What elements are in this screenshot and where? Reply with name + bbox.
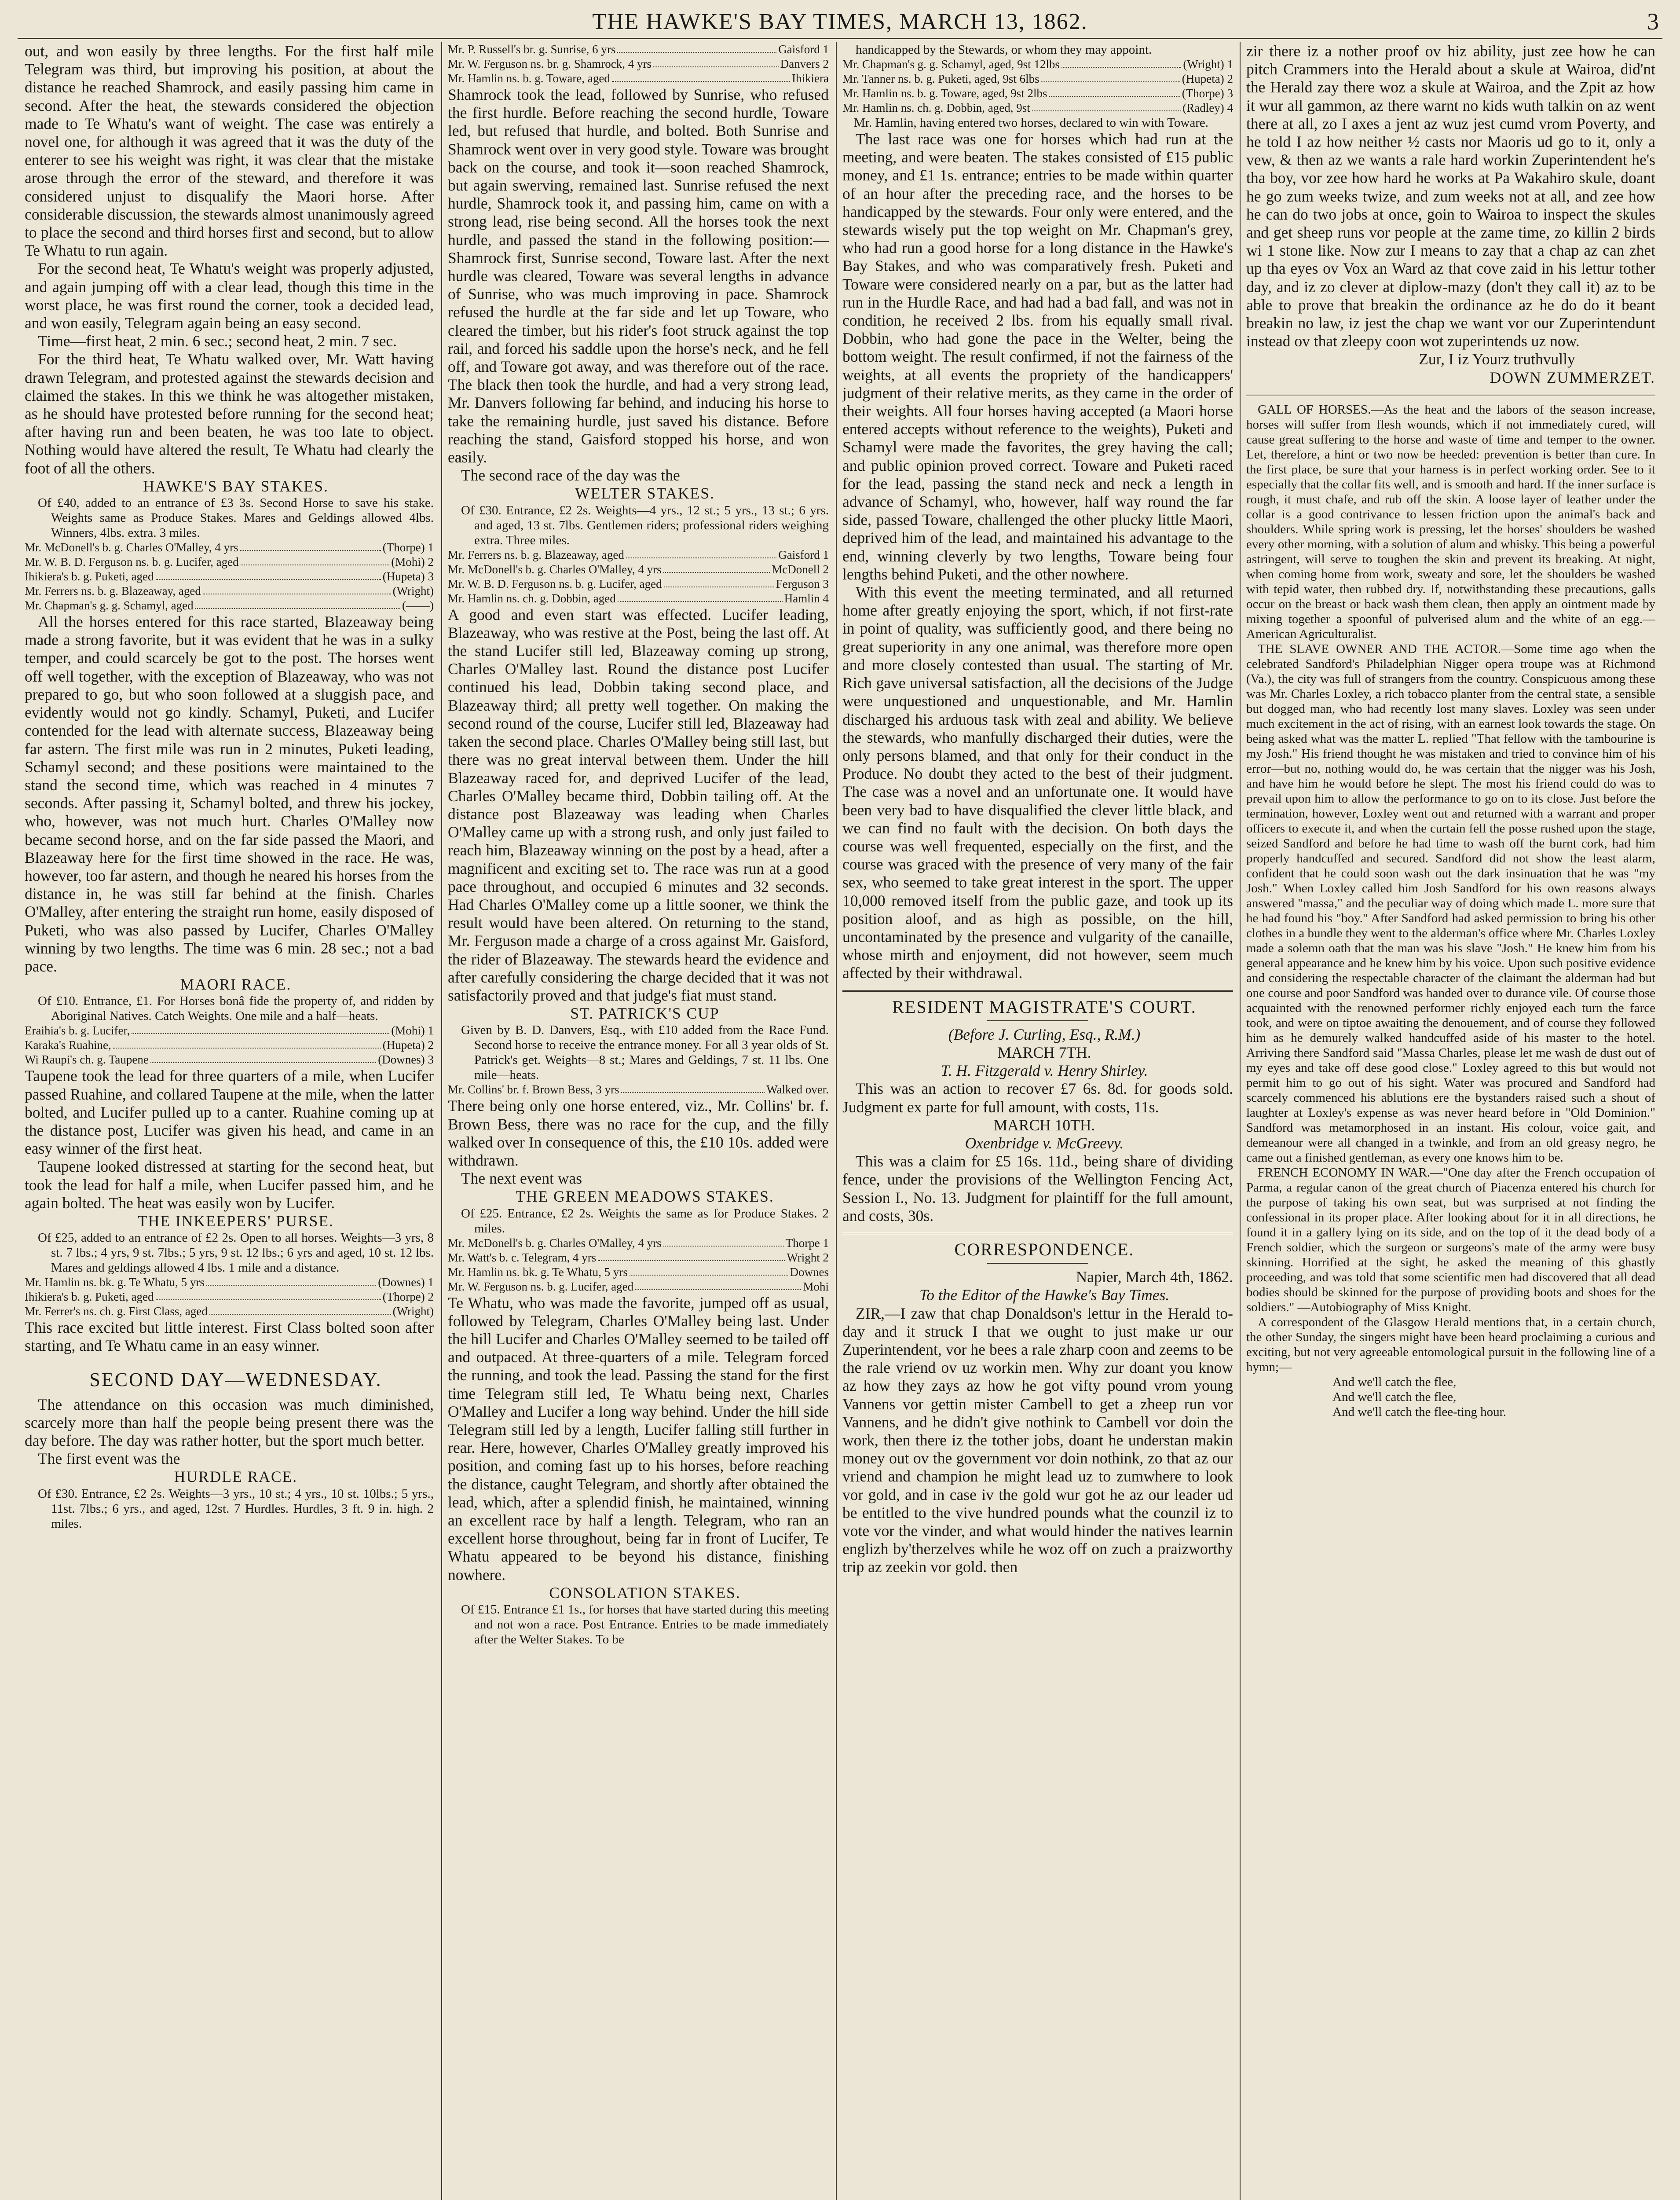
race-entry: Mr. Ferrers ns. b. g. Blazeaway, aged (Wright) xyxy=(25,584,434,598)
race-conditions: Of £30. Entrance, £2 2s. Weights—3 yrs., 10 st.; 4 yrs., 10 st. 10lbs.; 5 yrs., 11st. 7lbs.; 6 yrs., and aged, 12st. 7 Hurdles. Hurdles, 3 ft. 9 in. high. 2 miles. xyxy=(38,1486,434,1531)
race-entries xyxy=(448,548,829,606)
header-rule xyxy=(18,38,1662,39)
article-paragraph: This was a claim for £5 16s. 11d., being share of dividing fence, under the provisions of the Wellington Fencing Act, Session I., No. 13. Judgment for plaintiff for the full amount, and costs, 30s. xyxy=(842,1152,1233,1225)
item-french-economy: FRENCH ECONOMY IN WAR.—"One day after the French occupation of Parma, a regular canon of the great church of Piacenza entered his church for the purpose of taking his own seat, but was surprised at not finding the confessional in its proper place. After looking about for it in all directions, he found it in a gallery lying on its side, and on the top of it the dead body of a French soldier, which the surgeon or surgeons's mate of the army were busy skinning. Horrified at the sight, he asked the meaning of this ghastly proceeding, and was told that some scientific men had discovered that all dead bodies should be skinned for the purpose of providing boots and shoes for the soldiers." —Autobiography of Miss Knight. xyxy=(1246,1165,1655,1314)
case-title: T. H. Fitzgerald v. Henry Shirley. xyxy=(941,1062,1148,1080)
article-paragraph: The first event was the xyxy=(38,1450,180,1468)
verse-line: And we'll catch the flee-ting hour. xyxy=(1332,1404,1506,1419)
race-entry: Mr. McDonell's b. g. Charles O'Malley, 4 yrs Thorpe 1 xyxy=(448,1236,829,1250)
race-entry: Mr. Hamlin ns. b. g. Toware, aged Ihikiera xyxy=(448,72,829,85)
section-heading: SECOND DAY—WEDNESDAY. xyxy=(89,1368,382,1390)
race-entries xyxy=(448,1236,829,1294)
section-divider xyxy=(1246,395,1655,398)
article-paragraph: Taupene looked distressed at starting for the second heat, but took the lead for half a mile, when Lucifer passed him, and he again bolted. The heat was easily won by Lucifer. xyxy=(25,1158,434,1212)
letter-address: To the Editor of the Hawke's Bay Times. xyxy=(919,1286,1170,1304)
race-heading: WELTER STAKES. xyxy=(575,484,715,502)
section-divider xyxy=(842,990,1233,994)
column-rule-1 xyxy=(441,42,442,2200)
article-paragraph: For the third heat, Te Whatu walked over, Mr. Watt having drawn Telegram, and protested against the stewards decision and claimed the stakes. In this we think he was altogether mistaken, as he should have protested before running for the second heat; after having run and been beaten, he was too late to object. Nothing would have altered the result, Te Whatu had clearly the foot of all the others. xyxy=(25,350,434,477)
article-paragraph: All the horses entered for this race started, Blazeaway being made a strong favorite, but it was evident that he was in a sulky temper, and could scarcely be got to the post. The horses went off well together, with the exception of Blazeaway, who was not prepared to go, but who soon followed at a sluggish pace, and evidently would not go kindly. Schamyl, Puketi, and Lucifer contended for the lead with alternate success, Blazeaway being far astern. The first mile was run in 2 minutes, Puketi leading, Schamyl second; and these positions were maintained to the stand the second time, which was reached in 4 minutes 7 seconds. After passing it, Schamyl bolted, and threw his jockey, who, however, was not much hurt. Charles O'Malley now became second horse, and on the far side passed the Maori, and Blazeaway here for the first time showed in the race. He was, however, too far astern, and though he neared his horses from the distance in, he was still far behind at the finish. Charles O'Malley, after entering the straight run home, easily disposed of Puketi, who was also passed by Lucifer, Charles O'Malley winning by two lengths. The time was 6 min. 28 sec.; not a bad pace. xyxy=(25,613,434,975)
race-conditions: Given by B. D. Danvers, Esq., with £10 added from the Race Fund. Second horse to receive the entrance money. For all 3 year olds of St. Patrick's get. Weights—8 st.; Mares and Geldings, 7 st. 11 lbs. One mile—heats. xyxy=(461,1023,829,1082)
article-paragraph: This race excited but little interest. First Class bolted soon after starting, and Te Whatu came in an easy winner. xyxy=(25,1319,434,1355)
article-paragraph: The last race was one for horses which had run at the meeting, and were beaten. The stakes consisted of £15 public money, and £1 1s. entrance; entries to be made within quarter of an hour after the preceding race, and the horses to be handicapped by the stewards. Four only were entered, and the stewards wisely put the top weight on Mr. Chapman's grey, who had run a good horse for a long distance in the Hawke's Bay Stakes, and who was comparatively fresh. Puketi and Toware were considered nearly on a par, but as the latter had run in the Hurdle Race, and had had a bad fall, and was not in condition, he received 2 lbs. from his equally small rival. Dobbin, who had gone the pace in the Welter, being the bottom weight. The result confirmed, if not the fairness of the weights, at all events the propriety of the handicappers' judgment of their relative merits, as they came in the order of their weights. All four horses having accepted (a Maori horse entered accepts without reference to the weights), Puketi and Schamyl were made the favorites, the grey having the call; and public opinion proved correct. Toware and Puketi raced for the lead, passing the stand neck and neck a length in advance of Schamyl, who, however, half way round the far side, passed Toware, challenged the other plucky little Maori, deprived him of the lead, and maintained his advantage to the end, winning cleverly by two lengths, Toware being four lengths behind Puketi, and the other nowhere. xyxy=(842,130,1233,583)
race-entry: Wi Raupi's ch. g. Taupene (Downes) 3 xyxy=(25,1053,434,1067)
race-entries xyxy=(25,1275,434,1319)
race-heading: ST. PATRICK'S CUP xyxy=(570,1005,720,1023)
section-heading: RESIDENT MAGISTRATE'S COURT. xyxy=(892,997,1197,1017)
item-gall-of-horses: GALL OF HORSES.—As the heat and the labors of the season increase, horses will suffer from flesh wounds, which if not immediately cured, will cause great suffering to the horse and waste of time and temper to the owner. Let, therefore, a hint or two now be heeded: prevention is better than cure. In the first place, be sure that your harness is in perfect working order. See to it especially that the collar fits well, and is smooth and hard. If the inner surface is rough, it must chafe, and rub off the skin. A loose layer of leather under the collar is a good contrivance to lessen friction upon the animal's back and shoulders. While spring work is pressing, let the horses' shoulders be washed every other morning, with a solution of alum and whisky. This being a powerful astringent, will serve to toughen the skin and prevent its breaking. At night, when coming home from work, sweaty and sore, let the shoulders be washed with tepid water, then rubbed dry. If, notwithstanding these precautions, galls occur on the breast or back wash them clean, then apply an ointment made by mixing together a spoonful of pulverised alum and the white of an egg.—American Agriculturalist. xyxy=(1246,402,1655,641)
race-conditions: Of £40, added to an entrance of £3 3s. Second Horse to save his stake. Weights same as Produce Stakes. Mares and Geldings allowed 4lbs. Winners, 4lbs. extra. 3 miles. xyxy=(38,496,434,540)
race-entry: Ihikiera's b. g. Puketi, aged (Hupeta) 3 xyxy=(25,570,434,583)
race-heading: HAWKE'S BAY STAKES. xyxy=(143,477,329,495)
race-heading: THE INKEEPERS' PURSE. xyxy=(138,1212,334,1230)
race-entry: Mr. McDonell's b. g. Charles O'Malley, 4 yrs McDonell 2 xyxy=(448,562,829,576)
race-entry: Mr. W. Ferguson ns. br. g. Shamrock, 4 yrs Danvers 2 xyxy=(448,57,829,70)
race-entries xyxy=(448,42,829,86)
column-rule-3 xyxy=(1240,42,1241,2200)
article-paragraph: Time—first heat, 2 min. 6 sec.; second heat, 2 min. 7 sec. xyxy=(38,332,397,350)
race-entry: Mr. Ferrers ns. b. g. Blazeaway, aged Gaisford 1 xyxy=(448,548,829,561)
race-entry: Mr. P. Russell's br. g. Sunrise, 6 yrs Gaisford 1 xyxy=(448,43,829,56)
letter-signature: DOWN ZUMMERZET. xyxy=(1490,368,1655,386)
race-conditions: Of £10. Entrance, £1. For Horses bonâ fide the property of, and ridden by Aboriginal Natives. Catch Weights. One mile and a half—heats. xyxy=(38,994,434,1023)
letter-paragraph: ZIR,—I zaw that chap Donaldson's lettur in the Herald to-day and it struck I that we ought to just make ur our Zuperintendent, vor he bees a rale zharp coon and zeems to be the rale vriend ov uz workin men. Why zur doant you know az how they zays az how he got vifty pound vrom young Vannens vor gettin mister Cambell to get a zheep run vor Vannens, and he didn't give nothink to Cambell vor doin the work, then there iz the tother jobs, doant he understan makin money out ov the government vor doin nothink, zo that az our vriend and champion he might lead uz to zumwhere to look vor gold, and in case iv the gold wur got he az our leader ud be entitled to the vive hundred pounds what the counzil iz to vote vor the vinder, and what would hinder the natives learnin englizh by'therzelves while he woz off on zuch a praizworthy trip az zeekin vor gold. then xyxy=(842,1304,1233,1576)
race-entry: Mr. W. Ferguson ns. b. g. Lucifer, aged Mohi xyxy=(448,1280,829,1293)
article-paragraph: With this event the meeting terminated, and all returned home after greatly enjoying the sport, which, if not first-rate in point of quality, was sufficiently good, and there being no great superiority in any one animal, was therefore more open and more closely contested than usual. The starting of Mr. Rich gave universal satisfaction, all the decisions of the Judge were unquestioned and unquestionable, and Mr. Hamlin discharged his arduous task with zeal and ability. We believe the stewards, who manfully discharged their duties, were the only persons blamed, and that only for their conduct in the Produce. No doubt they acted to the best of their judgment. The case was a novel and an unfortunate one. It would have been very bad to have disqualified the clever little black, and we can find no fault with the decision. On both days the course was well frequented, especially on the first, and the course was graced with the presence of very many of the fair sex, who seemed to take great interest in the sport. The upper 10,000 removed itself from the public gaze, and took up its position aloof, and as high as possible, on the hill, uncontaminated by the presence and vulgarity of the canaille, whose mirth and enjoyment, did not however, seem much affected by their withdrawal. xyxy=(842,583,1233,982)
article-paragraph: Te Whatu, who was made the favorite, jumped off as usual, followed by Telegram, Charles O'Malley being last. Under the hill Lucifer and Charles O'Malley seemed to be tailed off and outpaced. At three-quarters of a mile. Telegram forced the running, and took the lead. Passing the stand for the first time Telegram still led, Te Whatu being next, Charles O'Malley and Lucifer a long way behind. Under the hill side Telegram still led by a length, Lucifer falling still further in rear. Here, however, Charles O'Malley greatly improved his position, and coming fast up to his horses, before reaching the distance, caught Telegram, and shortly after obtained the lead, which, after a splendid finish, he maintained, winning an excellent race by half a length. Telegram, who ran an excellent horse throughout, being far in front of Lucifer, Te Whatu appeared to be beyond his distance, finishing nowhere. xyxy=(448,1294,829,1584)
race-entry: Mr. Hamlin ns. ch. g. Dobbin, aged, 9st (Radley) 4 xyxy=(842,101,1233,114)
race-entry: Mr. Hamlin ns. b. g. Toware, aged, 9st 2lbs (Thorpe) 3 xyxy=(842,87,1233,100)
race-entries xyxy=(448,1082,829,1097)
race-heading: HURDLE RACE. xyxy=(174,1468,298,1486)
article-paragraph: There being only one horse entered, viz., Mr. Collins' br. f. Brown Bess, there was no race for the cup, and the filly walked over In consequence of this, the £10 10s. added were withdrawn. xyxy=(448,1097,829,1169)
court-date: MARCH 7TH. xyxy=(997,1043,1091,1061)
short-rule xyxy=(987,1020,1089,1021)
section-divider xyxy=(842,1233,1233,1236)
article-paragraph: This was an action to recover £7 6s. 8d. for goods sold. Judgment ex parte for full amount, with costs, 11s. xyxy=(842,1080,1233,1116)
race-entry: Mr. Tanner ns. b. g. Puketi, aged, 9st 6lbs (Hupeta) 2 xyxy=(842,72,1233,85)
race-entry: Mr. Chapman's g. g. Schamyl, aged, 9st 12lbs (Wright) 1 xyxy=(842,58,1233,71)
race-conditions: Of £15. Entrance £1 1s., for horses that have started during this meeting and not won a race. Post Entrance. Entries to be made immediately after the Welter Stakes. To be xyxy=(461,1602,829,1647)
race-conditions: handicapped by the Stewards, or whom they may appoint. xyxy=(856,43,1152,57)
race-conditions: Of £25, added to an entrance of £2 2s. Open to all horses. Weights—3 yrs, 8 st. 7 lbs.; 4 yrs, 9 st. 7lbs.; 5 yrs, 9 st. 12 lbs.; 6 yrs and aged, 10 st. 12 lbs. Mares and geldings allowed 4 lbs. 1 mile and a distance. xyxy=(38,1231,434,1275)
page-title: THE HAWKE'S BAY TIMES, MARCH 13, 1862. xyxy=(592,9,1088,34)
item-glasgow-herald: A correspondent of the Glasgow Herald mentions that, in a certain church, the other Sunday, the singers might have been heard proclaiming a curious and exciting, but not very agreeable entomological pursuit in the following line of a hymn;— xyxy=(1246,1315,1655,1374)
race-heading: THE GREEN MEADOWS STAKES. xyxy=(516,1188,774,1206)
race-entry: Mr. Watt's b. c. Telegram, 4 yrs Wright 2 xyxy=(448,1250,829,1264)
article-paragraph: Shamrock took the lead, followed by Sunrise, who refused the first hurdle. Before reaching the second hurdle, Toware led, but refused that hurdle, and bolted. Both Sunrise and Shamrock went over in very good style. Toware was brought back on the course, and took it—soon reached Shamrock, but again swerving, remained last. Sunrise refused the next hurdle, Shamrock took it, and passing him, came on with a strong lead, rise being second. All the horses took the next hurdle, and passed the stand in the following position:—Shamrock first, Sunrise second, Toware last. After the next hurdle was cleared, Toware was several lengths in advance of Sunrise, who was much improving in pace. Shamrock refused the hurdle at the far side and let up Toware, who cleared the timber, but his rider's foot struck against the top rail, and forced his saddle upon the horse's neck, and he fell off, and Toware got away, and was therefore out of the race. The black then took the hurdle, and had a very strong lead, Mr. Danvers following far behind, and inducing his horse to take the remaining hurdle, just saved his distance. Before reaching the stand, Gaisford stopped his horse, and won easily. xyxy=(448,86,829,466)
section-heading: CORRESPONDENCE. xyxy=(954,1239,1135,1259)
race-entry: Mr. McDonell's b. g. Charles O'Malley, 4 yrs (Thorpe) 1 xyxy=(25,541,434,554)
race-entries xyxy=(25,1023,434,1067)
column-4 xyxy=(1246,42,1655,2200)
race-conditions: Of £25. Entrance, £2 2s. Weights the same as for Produce Stakes. 2 miles. xyxy=(461,1206,829,1236)
race-heading: CONSOLATION STAKES. xyxy=(549,1584,741,1602)
misc-items xyxy=(1246,402,1655,1419)
article-paragraph: out, and won easily by three lengths. For the first half mile Telegram was third, but improving his position, at about the distance he reached Shamrock, and easily passing him came in second. After the heat, the stewards considered the objection made to Te Whatu's want of weight. The case was entirely a novel one, for although it was agreed that it was the duty of the enterer to see his weight was right, it was clear that the mistake arose through the error of the steward, and therefore it was considered unjust to disqualify the Maori horse. After considerable discussion, the stewards almost unanimously agreed to place the second and third horses first and second, but to allow Te Whatu to run again. xyxy=(25,42,434,260)
race-entry: Mr. Hamlin ns. bk. g. Te Whatu, 5 yrs (Downes) 1 xyxy=(25,1276,434,1289)
verse-line: And we'll catch the flee, xyxy=(1332,1375,1457,1389)
column-rule-2 xyxy=(836,42,837,2200)
race-heading: MAORI RACE. xyxy=(180,975,292,994)
article-paragraph: Taupene took the lead for three quarters of a mile, when Lucifer passed Ruahine, and collared Taupene at the mile, when the latter bolted, and Lucifer pulled up to a canter. Ruahine coming up at the distance post, Lucifer was given his head, and came in an easy winner of the first heat. xyxy=(25,1067,434,1158)
verse-line: And we'll catch the flee, xyxy=(1332,1390,1457,1404)
masthead xyxy=(18,6,1662,35)
race-entry: Mr. Chapman's g. g. Schamyl, aged (——) xyxy=(25,599,434,612)
article-paragraph: The attendance on this occasion was much diminished, scarcely more than half the people being present there was the day before. The day was rather hotter, but the sport much better. xyxy=(25,1395,434,1449)
page-number: 3 xyxy=(1647,8,1659,35)
race-entry: Karaka's Ruahine, (Hupeta) 2 xyxy=(25,1038,434,1052)
letter-closing: Zur, I iz Yourz truthvully xyxy=(1419,350,1575,368)
race-entries xyxy=(25,540,434,613)
article-paragraph: For the second heat, Te Whatu's weight was properly adjusted, and again jumping off with a clear lead, though this time in the worst place, he was first round the corner, took a decided lead, and won easily, Telegram again being an easy second. xyxy=(25,260,434,332)
race-entry: Ihikiera's b. g. Puketi, aged (Thorpe) 2 xyxy=(25,1290,434,1304)
court-date: MARCH 10TH. xyxy=(993,1116,1095,1134)
column-1 xyxy=(25,42,434,2200)
article-paragraph: The second race of the day was the xyxy=(461,466,680,484)
race-note: Mr. Hamlin, having entered two horses, declared to win with Toware. xyxy=(854,116,1209,130)
race-entry: Eraihia's b. g. Lucifer, (Mohi) 1 xyxy=(25,1024,434,1038)
race-entry: Mr. Collins' br. f. Brown Bess, 3 yrs Walked over. xyxy=(448,1083,829,1096)
race-entry: Mr. Ferrer's ns. ch. g. First Class, aged (Wright) xyxy=(25,1305,434,1318)
short-rule xyxy=(987,1263,1089,1264)
item-slave-owner: THE SLAVE OWNER AND THE ACTOR.—Some time ago when the celebrated Sandford's Philadelphian Nigger opera troupe was at Richmond (Va.), the city was full of strangers from the country. Conspicuous among these was Mr. Charles Loxley, a rich tobacco planter from the central state, a sensible but dogged man, who had recently lost many slaves. Loxley was seen under much excitement in the act of rising, with an earnest look towards the stage. On being asked what was the matter L. replied "That fellow with the tambourine is my Josh." His friend thought he was mistaken and tried to convince him of his error—but no, nothing would do, he was certain that the nigger was his Josh, and have him he would before he slept. The most his friend could do was to prevail upon him to allow the performance to go on to its close. Just before the termination, however, Loxley went out and returned with a warrant and proper officers to execute it, and when the curtain fell the posse rushed upon the stage, seized Sandford and before he had time to wash off the burnt cork, had him properly handcuffed and secured. Sandford did not show the least alarm, confident that he could soon wash out the dark insinuation that he was "my Josh." When Loxley called him Josh Sandford for his own reasons always answered "massa," and the peculiar way of doing which made L. more sure that he had found his "boy." After Sandford had asked permission to bring his other clothes in a bundle they went to the alderman's office where Mr. Charles Loxley made a solemn oath that the man was his slave "Josh." He knew him from his general appearance and he knew him by his voice. Upon such positive evidence and considering the respectable character of the claimant the alderman had but one course and poor Sandford was handed over to durance vile. Of course those acquainted with the renowned performer richly enjoyed each turn the farce took, and were on tiptoe awaiting the denouement, and of course they followed him as he demurely walked handcuffed aside of his master to the hotel. Arriving there Sandford said "Massa Charles, please let me wash de dust out of my eyes and take off dese good close." Loxley agreed to this but would not permit him to go out of his sight. Water was procured and Sandford had scarcely commenced his ablutions ere the bystanders raised such a shout of laughter at Loxley's expense as was never heard before in "Old Dominion." Sandford was metamorphosed in an instant. His colour, voice gait, and demeanour were all changed in a twinkle, and from an old greasy negro, he came out a finished gentleman, as every one knows him to be. xyxy=(1246,642,1655,1165)
column-2 xyxy=(448,42,829,2200)
dateline: Napier, March 4th, 1862. xyxy=(1076,1268,1233,1286)
article-paragraph: The next event was xyxy=(461,1170,582,1188)
letter-paragraph: zir there iz a nother proof ov hiz ability, just zee how he can pitch Crammers into the Herald about a skule at Wairoa, did'nt the Herald zay there woz a skule at Wairoa, and the Zpit az how it wur all gammon, az there warnt no kids wuth talkin on az went there at all, zo I axes a jent az wuz jest cumd vrom Poverty, and he told I az how neither ½ casts nor Maoris ud go to it, only a vew, & then az we wants a rale hard workin Zuperintendent he's tha boy, vor zee how hard he works at Pa Wakahiro skule, doant he go zum weeks twize, and zum weeks not at all, and zee how he can do two jobs at once, goin to Wairoa to inspect the skules and get sheep runs vor people at the zame time, zo killin 2 birds wi 1 stone like. Now zur I means to zay that a chap az can zhet up tha eyes ov Vox an Ward az that cove zaid in his lettur tother day, and iz zo clever at diplow-mazy (don't they call it) az to be able to prove that breakin the ordinance az he do do it beant breakin no law, iz jest the chap we want vor our Zuperintendunt instead ov that zleepy coon wot zuperintends uz now. xyxy=(1246,42,1655,350)
article-paragraph: A good and even start was effected. Lucifer leading, Blazeaway, who was restive at the Post, being the last off. At the stand Lucifer still led, Blazeaway coming up strong, Charles O'Malley last. Round the distance post Lucifer continued his lead, Dobbin taking second place, and Blazeaway third; all pretty well together. On making the second round of the course, Lucifer still led, Blazeaway had taken the second place. Charles O'Malley being still last, but there was no great interval between them. Under the hill Blazeaway raced for, and deprived Lucifer of the lead, Charles O'Malley became third, Dobbin tailing off. At the distance post Blazeaway was leading when Charles O'Malley came up with a strong rush, and only just failed to reach him, Blazeaway winning on the post by a head, after a magnificent and exciting set to. The race was run at a good pace throughout, and occupied 6 minutes and 32 seconds. Had Charles O'Malley come up a little sooner, we think the result would have been altered. On returning to the stand, Mr. Ferguson made a charge of a cross against Mr. Gaisford, the rider of Blazeaway. The stewards heard the evidence and after carefully considering the charge decided that it was not satisfactorily proved and that judge's fiat must stand. xyxy=(448,605,829,1004)
column-3 xyxy=(842,42,1233,2200)
court-before: (Before J. Curling, Esq., R.M.) xyxy=(948,1025,1141,1043)
race-entry: Mr. W. B. D. Ferguson ns. b. g. Lucifer, aged (Mohi) 2 xyxy=(25,555,434,569)
race-entries xyxy=(842,57,1233,130)
race-entry: Mr. Hamlin ns. ch. g. Dobbin, aged Hamlin 4 xyxy=(448,591,829,605)
race-entry: Mr. W. B. D. Ferguson ns. b. g. Lucifer, aged Ferguson 3 xyxy=(448,577,829,590)
race-entry: Mr. Hamlin ns. bk. g. Te Whatu, 5 yrs Downes xyxy=(448,1265,829,1279)
race-conditions: Of £30. Entrance, £2 2s. Weights—4 yrs., 12 st.; 5 yrs., 13 st.; 6 yrs. and aged, 13 st. 7lbs. Gentlemen riders; professional riders weighing extra. Three miles. xyxy=(461,503,829,547)
case-title: Oxenbridge v. McGreevy. xyxy=(965,1134,1124,1152)
